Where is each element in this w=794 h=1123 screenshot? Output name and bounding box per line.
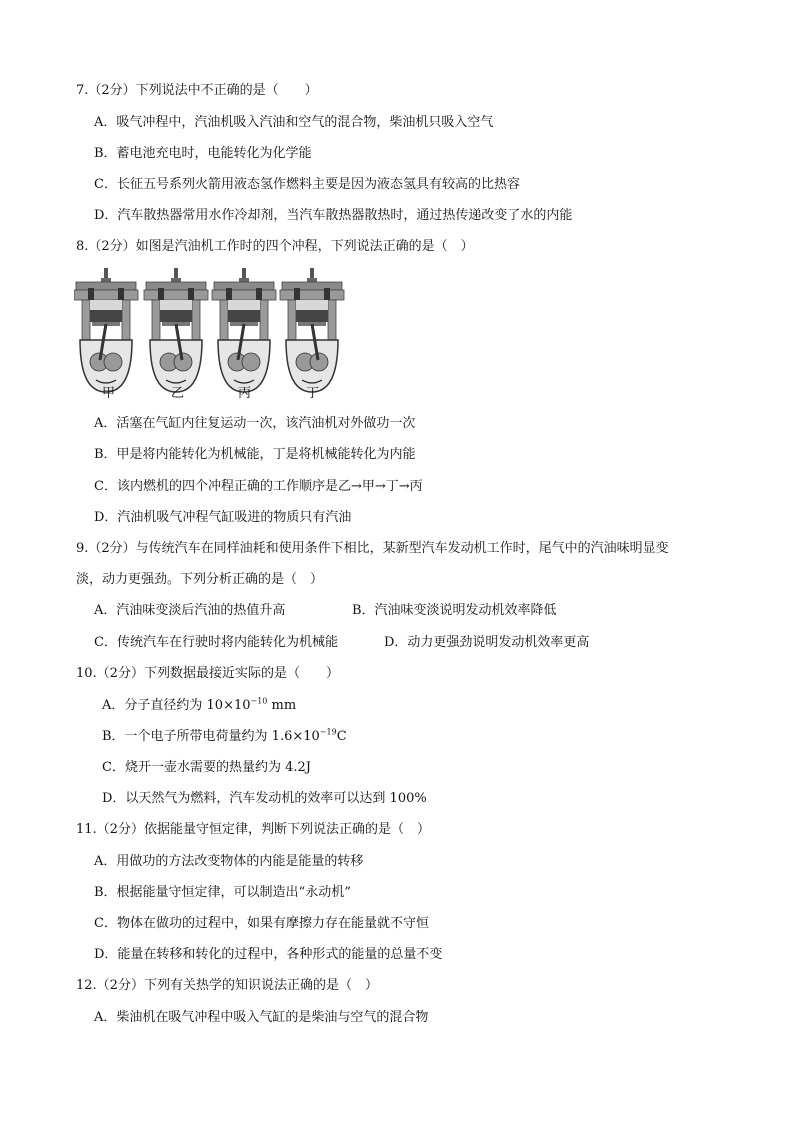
q10-option-b-exponent: −19 bbox=[319, 727, 337, 737]
question-8-stem: 8.（2分）如图是汽油机工作时的四个冲程，下列说法正确的是（ ） bbox=[76, 239, 474, 254]
figure-label-ding: 丁 bbox=[306, 386, 320, 401]
q8-option-c: C．该内燃机的四个冲程正确的工作顺序是乙→甲→丁→丙 bbox=[94, 479, 423, 494]
q11-option-c: C．物体在做功的过程中，如果有摩擦力存在能量就不守恒 bbox=[94, 916, 429, 931]
q7-option-c: C．长征五号系列火箭用液态氢作燃料主要是因为液态氢具有较高的比热容 bbox=[94, 177, 520, 192]
q10-option-a bbox=[102, 697, 296, 715]
q8-option-d: D．汽油机吸气冲程气缸吸进的物质只有汽油 bbox=[94, 510, 352, 525]
q10-option-a-unit: mm bbox=[267, 698, 297, 713]
q8-option-a: A．活塞在气缸内往复运动一次，该汽油机对外做功一次 bbox=[94, 416, 416, 431]
question-9-stem-line1: 9.（2分）与传统汽车在同样油耗和使用条件下相比，某新型汽车发动机工作时，尾气中的汽油味明显变 bbox=[76, 541, 669, 556]
engine-ding bbox=[280, 268, 344, 392]
q10-option-b-text: B．一个电子所带电荷量约为 1.6×10 bbox=[102, 729, 320, 744]
figure-label-bing: 丙 bbox=[238, 386, 252, 401]
q10-option-a-text: A．分子直径约为 10×10 bbox=[102, 698, 251, 713]
question-11-stem: 11.（2分）依据能量守恒定律，判断下列说法正确的是（ ） bbox=[76, 822, 430, 837]
engine-jia bbox=[74, 268, 138, 392]
figure-label-jia: 甲 bbox=[102, 386, 116, 401]
q10-option-b-unit: C bbox=[336, 729, 347, 744]
q10-option-c: C．烧开一壶水需要的热量约为 4.2J bbox=[102, 760, 311, 775]
engine-strokes-figure bbox=[74, 266, 348, 400]
q11-option-d: D．能量在转移和转化的过程中，各种形式的能量的总量不变 bbox=[94, 947, 443, 962]
q10-option-a-exponent: −10 bbox=[250, 696, 268, 706]
q9-option-c: C．传统汽车在行驶时将内能转化为机械能 bbox=[94, 635, 338, 650]
q11-option-a: A．用做功的方法改变物体的内能是能量的转移 bbox=[94, 854, 364, 869]
q11-option-b: B．根据能量守恒定律，可以制造出“永动机” bbox=[94, 885, 351, 900]
q8-option-b: B．甲是将内能转化为机械能，丁是将机械能转化为内能 bbox=[94, 447, 416, 462]
q7-option-b: B．蓄电池充电时，电能转化为化学能 bbox=[94, 146, 312, 161]
q9-option-a: A．汽油味变淡后汽油的热值升高 bbox=[94, 603, 286, 618]
question-10-stem: 10.（2分）下列数据最接近实际的是（ ） bbox=[76, 666, 339, 681]
question-9-stem-line2: 淡，动力更强劲。下列分析正确的是（ ） bbox=[76, 572, 324, 587]
engine-bing bbox=[212, 268, 276, 392]
q10-option-d: D．以天然气为燃料，汽车发动机的效率可以达到 100% bbox=[102, 791, 427, 806]
q9-option-b: B．汽油味变淡说明发动机效率降低 bbox=[352, 603, 557, 618]
q7-option-a: A．吸气冲程中，汽油机吸入汽油和空气的混合物，柴油机只吸入空气 bbox=[94, 115, 494, 130]
question-7-stem: 7.（2分）下列说法中不正确的是（ ） bbox=[76, 83, 318, 98]
q9-option-d: D．动力更强劲说明发动机效率更高 bbox=[384, 635, 590, 650]
engine-yi bbox=[144, 268, 208, 392]
question-12-stem: 12.（2分）下列有关热学的知识说法正确的是（ ） bbox=[76, 978, 378, 993]
figure-label-yi: 乙 bbox=[171, 386, 185, 401]
q7-option-d: D．汽车散热器常用水作冷却剂，当汽车散热器散热时，通过热传递改变了水的内能 bbox=[94, 208, 573, 223]
q10-option-b bbox=[102, 728, 347, 746]
q12-option-a: A．柴油机在吸气冲程中吸入气缸的是柴油与空气的混合物 bbox=[94, 1010, 429, 1025]
